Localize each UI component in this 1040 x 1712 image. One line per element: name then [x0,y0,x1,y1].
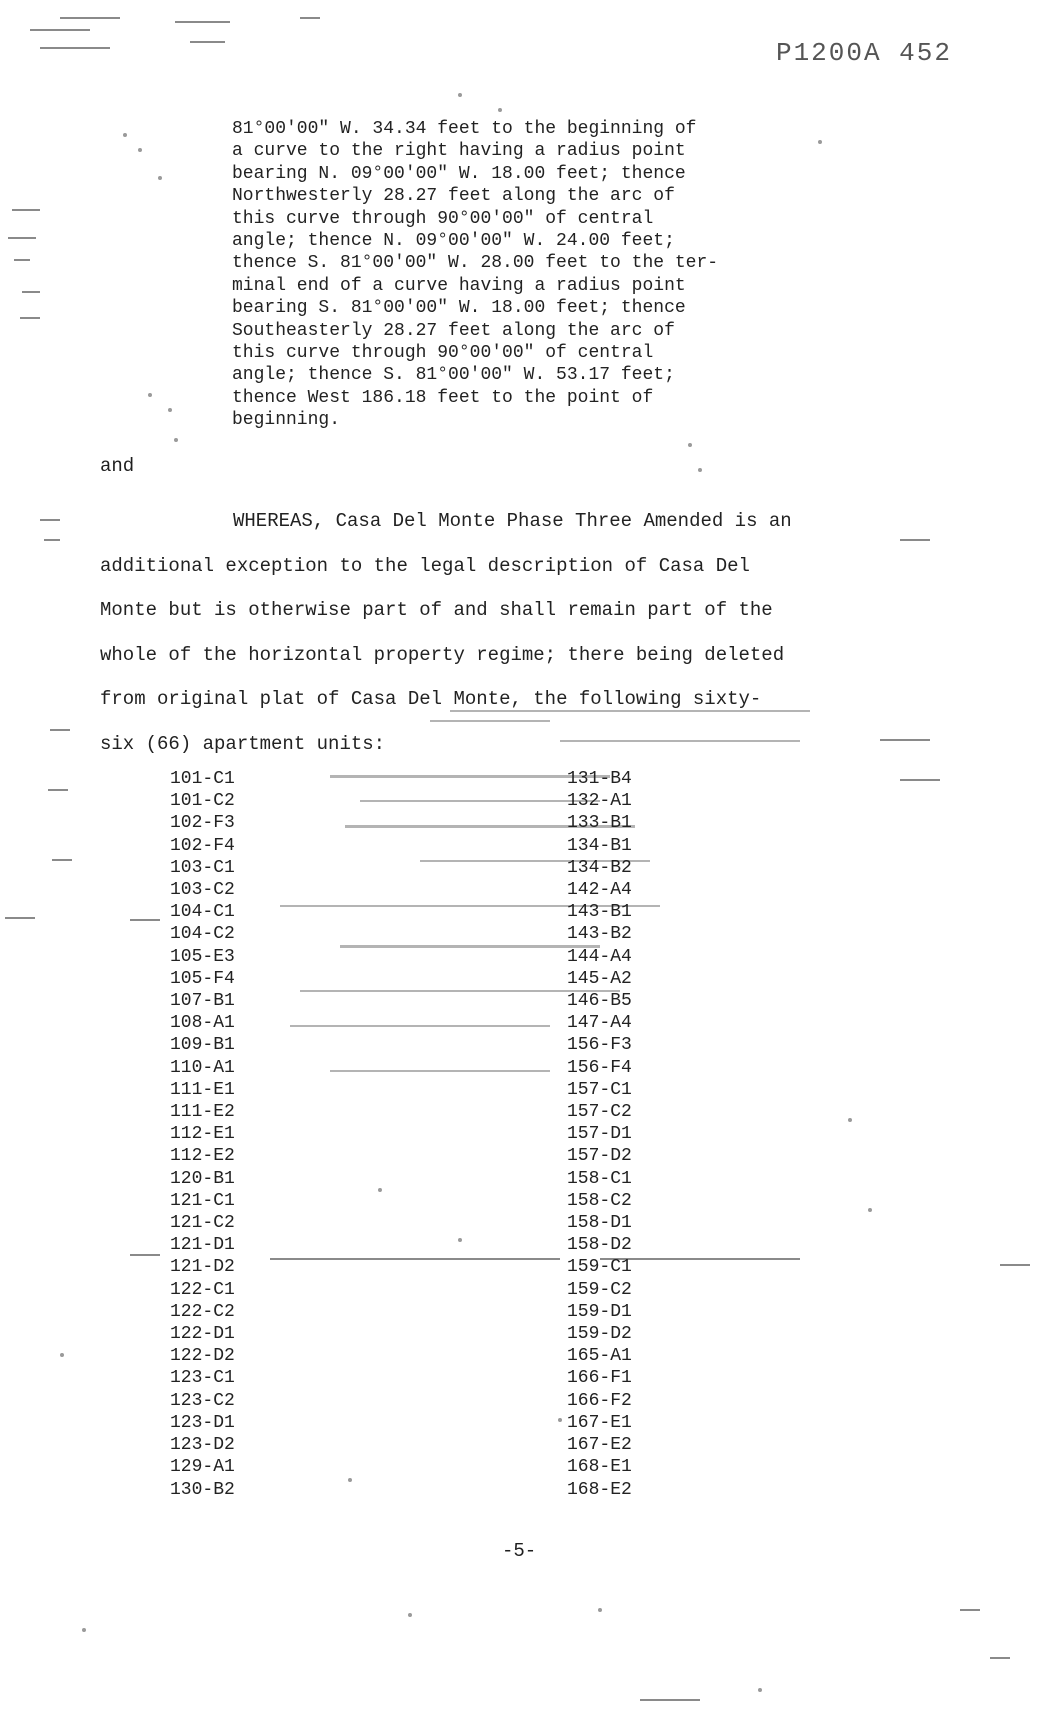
unit-item: 156-F4 [567,1057,632,1078]
paragraph-line: WHEREAS, Casa Del Monte Phase Three Amended is an [233,510,792,532]
connector-and: and [100,455,135,477]
paragraph-line: Monte but is otherwise part of and shall remain part of the [100,599,773,621]
legal-line: angle; thence N. 09°00'00" W. 24.00 feet; [232,231,675,252]
unit-item: 123-D1 [170,1412,235,1433]
unit-item: 122-D1 [170,1324,235,1345]
unit-item: 168-E2 [567,1479,632,1500]
unit-item: 157-D2 [567,1146,632,1167]
legal-line: angle; thence S. 81°00'00" W. 53.17 feet; [232,365,675,386]
unit-item: 121-C2 [170,1213,235,1234]
unit-item: 130-B2 [170,1479,235,1500]
unit-list-right [567,768,632,1501]
unit-item: 145-A2 [567,968,632,989]
legal-line: a curve to the right having a radius point [232,141,686,162]
unit-item: 133-B1 [567,813,632,834]
paragraph-line: six (66) apartment units: [100,732,386,755]
legal-line: 81°00'00" W. 34.34 feet to the beginning of [232,119,697,139]
page-number: -5- [502,1540,537,1562]
unit-item: 123-C1 [170,1368,235,1389]
unit-item: 146-B5 [567,991,632,1012]
unit-item: 121-D1 [170,1235,235,1256]
unit-item: 143-B1 [567,902,632,923]
unit-item: 159-C2 [567,1279,632,1300]
unit-item: 101-C1 [170,769,235,789]
unit-item: 111-E1 [170,1079,235,1100]
unit-item: 101-C2 [170,791,235,812]
unit-item: 157-C1 [567,1079,632,1100]
paragraph-line: additional exception to the legal description of Casa Del [100,554,750,577]
unit-item: 120-B1 [170,1168,235,1189]
unit-item: 147-A4 [567,1013,632,1034]
unit-item: 158-D1 [567,1213,632,1234]
unit-item: 131-B4 [567,769,632,789]
unit-item: 122-D2 [170,1346,235,1367]
unit-item: 122-C2 [170,1301,235,1322]
unit-item: 158-D2 [567,1235,632,1256]
unit-item: 123-C2 [170,1390,235,1411]
unit-item: 157-C2 [567,1102,632,1123]
recording-reference: P1200A 452 [775,38,952,68]
unit-item: 132-A1 [567,791,632,812]
unit-item: 103-C2 [170,880,235,901]
unit-item: 107-B1 [170,991,235,1012]
unit-item: 102-F4 [170,835,235,856]
unit-item: 110-A1 [170,1057,235,1078]
legal-description [232,118,832,432]
unit-item: 109-B1 [170,1035,235,1056]
unit-item: 112-E1 [170,1124,235,1145]
unit-item: 167-E2 [567,1435,632,1456]
legal-line: bearing N. 09°00'00" W. 18.00 feet; thence [232,163,686,184]
unit-item: 134-B2 [567,857,632,878]
unit-item: 112-E2 [170,1146,235,1167]
unit-item: 157-D1 [567,1124,632,1145]
unit-list-left [170,768,235,1501]
legal-line: this curve through 90°00'00" of central [232,343,654,364]
unit-item: 142-A4 [567,880,632,901]
legal-line: Northwesterly 28.27 feet along the arc of [232,186,675,207]
unit-item: 103-C1 [170,857,235,878]
unit-item: 123-D2 [170,1435,235,1456]
unit-item: 166-F2 [567,1390,632,1411]
legal-line: minal end of a curve having a radius point [232,275,686,296]
unit-item: 134-B1 [567,835,632,856]
unit-item: 159-C1 [567,1257,632,1278]
unit-item: 102-F3 [170,813,235,834]
unit-item: 167-E1 [567,1412,632,1433]
unit-item: 168-E1 [567,1457,632,1478]
unit-item: 158-C1 [567,1168,632,1189]
unit-item: 111-E2 [170,1102,235,1123]
unit-item: 121-C1 [170,1190,235,1211]
legal-line: Southeasterly 28.27 feet along the arc of [232,320,675,341]
legal-line: bearing S. 81°00'00" W. 18.00 feet; thence [232,298,686,319]
legal-line: beginning. [232,410,341,431]
unit-item: 159-D2 [567,1324,632,1345]
unit-item: 105-F4 [170,968,235,989]
whereas-paragraph [100,508,920,775]
unit-item: 144-A4 [567,946,632,967]
unit-item: 122-C1 [170,1279,235,1300]
unit-item: 105-E3 [170,946,235,967]
unit-item: 158-C2 [567,1190,632,1211]
unit-item: 166-F1 [567,1368,632,1389]
legal-line: this curve through 90°00'00" of central [232,208,654,229]
legal-line: thence West 186.18 feet to the point of [232,387,654,408]
legal-line: thence S. 81°00'00" W. 28.00 feet to the ter- [232,253,719,274]
unit-item: 104-C2 [170,924,235,945]
unit-item: 165-A1 [567,1346,632,1367]
paragraph-line: whole of the horizontal property regime; there being deleted [100,643,785,666]
unit-item: 121-D2 [170,1257,235,1278]
unit-item: 156-F3 [567,1035,632,1056]
unit-item: 108-A1 [170,1013,235,1034]
unit-item: 143-B2 [567,924,632,945]
unit-item: 129-A1 [170,1457,235,1478]
unit-item: 104-C1 [170,902,235,923]
paragraph-line: from original plat of Casa Del Monte, the following sixty- [100,688,762,710]
unit-item: 159-D1 [567,1301,632,1322]
